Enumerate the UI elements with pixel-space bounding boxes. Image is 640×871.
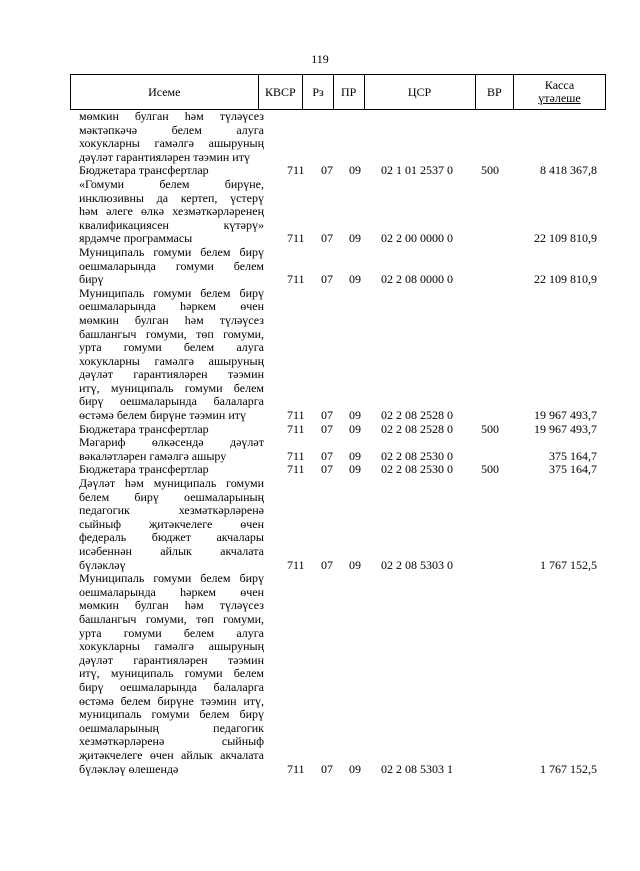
row-name-line: итү, муниципаль гомуми белем: [79, 380, 264, 395]
row-name-line: мөмкин булган һәм түләүсез: [79, 312, 264, 327]
row-pr: 09: [349, 761, 361, 776]
row-name-line: мөмкин булган һәм түләүсез: [79, 598, 264, 613]
row-name-line: ярдәмче программасы: [79, 231, 193, 246]
row-kassa: 375 164,7: [549, 462, 597, 477]
row-csr: 02 2 08 0000 0: [381, 272, 453, 287]
row-name-line: бирү: [79, 272, 104, 287]
table-row: [79, 423, 609, 437]
row-rz: 07: [321, 272, 333, 287]
header-csr: ЦСР: [364, 75, 475, 110]
row-pr: 09: [349, 163, 361, 178]
row-name-line: Мәгариф өлкәсендә дәүләт: [79, 435, 264, 450]
row-rz: 07: [321, 163, 333, 178]
row-name: [79, 572, 264, 776]
row-name-line: муниципаль гомуми белем бирү: [79, 707, 264, 722]
table-row: [79, 110, 609, 164]
row-name-line: хокукларны гамәлгә ашыруның: [79, 639, 264, 654]
row-name-line: Муниципаль гомуми белем бирү: [79, 571, 264, 586]
row-kvsr: 711: [287, 408, 305, 423]
row-name: [79, 463, 264, 477]
row-name-line: мөмкин булган һәм түләүсез: [79, 109, 264, 123]
row-name-line: сыйныф җитәкчелеге өчен: [79, 516, 264, 531]
row-csr: 02 2 08 2528 0: [381, 421, 453, 436]
row-vr: 500: [481, 421, 499, 436]
row-name-line: Бюджетара трансфертлар: [79, 462, 209, 477]
row-name-line: белем бирү оешмаларының: [79, 489, 264, 504]
table-row: [79, 164, 609, 178]
row-kvsr: 711: [287, 448, 305, 463]
row-kassa: 22 109 810,9: [534, 272, 597, 287]
row-name-line: исәбеннән айлык акчалата: [79, 544, 264, 558]
row-name-line: һәм әлеге өлкә хезмәткәрләренең: [79, 204, 264, 219]
row-rz: 07: [321, 408, 333, 423]
row-rz: 07: [321, 421, 333, 436]
row-name-line: итү, муниципаль гомуми белем: [79, 666, 264, 681]
row-name-line: «Гомуми белем бирүне,: [79, 176, 264, 191]
header-kassa-line2: үтәлеше: [538, 91, 581, 105]
header-kassa: [514, 75, 606, 110]
row-name-line: Дәүләт һәм муниципаль гомуми: [79, 476, 264, 491]
table-row: [79, 572, 609, 776]
table-row: [79, 477, 609, 572]
row-csr: 02 1 01 2537 0: [381, 163, 453, 178]
page-number: 119: [311, 52, 329, 66]
row-name-line: мәктәпкәчә белем алуга: [79, 122, 264, 137]
row-name: [79, 423, 264, 437]
row-kvsr: 711: [287, 557, 305, 572]
row-name: [79, 436, 264, 463]
row-csr: 02 2 08 2530 0: [381, 448, 453, 463]
row-name-line: Муниципаль гомуми белем бирү: [79, 244, 264, 259]
header-kvsr: КВСР: [258, 75, 303, 110]
row-csr: 02 2 08 2528 0: [381, 408, 453, 423]
row-kassa: 22 109 810,9: [534, 231, 597, 246]
table-row: [79, 287, 609, 423]
row-kvsr: 711: [287, 462, 305, 477]
row-rz: 07: [321, 761, 333, 776]
header-kassa-line1: Касса: [544, 78, 575, 92]
row-pr: 09: [349, 557, 361, 572]
row-csr: 02 2 00 0000 0: [381, 231, 453, 246]
row-name: [79, 246, 264, 287]
row-csr: 02 2 08 5303 1: [381, 761, 453, 776]
row-name-line: оешмаларының педагогик: [79, 720, 264, 735]
row-name-line: бирү оешмаларында балаларга: [79, 394, 264, 409]
row-rz: 07: [321, 462, 333, 477]
table-body: [79, 110, 609, 776]
row-name-line: башлангыч гомуми, төп гомуми,: [79, 611, 264, 626]
row-name-line: бирү оешмаларында балаларга: [79, 679, 264, 694]
row-name-line: бүләкләү: [79, 557, 126, 572]
row-name-line: Бюджетара трансфертлар: [79, 421, 209, 436]
header-vr: ВР: [475, 75, 513, 110]
row-name-line: инклюзивны да кертеп, үстерү: [79, 190, 264, 205]
row-name-line: дәүләт гарантияләрен тәэмин: [79, 652, 264, 667]
row-name: [79, 287, 264, 423]
row-pr: 09: [349, 408, 361, 423]
table-header: [70, 74, 606, 110]
row-name-line: урта гомуми белем алуга: [79, 625, 264, 640]
row-name-line: башлангыч гомуми, төп гомуми,: [79, 326, 264, 341]
row-name-line: дәүләт гарантияләрен тәэмин итү: [79, 149, 250, 164]
row-kassa: 1 767 152,5: [540, 557, 597, 572]
table-row: [79, 463, 609, 477]
row-name-line: педагогик хезмәткәрләренә: [79, 503, 264, 518]
row-pr: 09: [349, 421, 361, 436]
row-name: [79, 110, 264, 164]
row-name: [79, 164, 264, 178]
row-name-line: вәкаләтләрен гамәлгә ашыру: [79, 448, 227, 463]
row-pr: 09: [349, 448, 361, 463]
row-kvsr: 711: [287, 421, 305, 436]
row-name-line: бүләкләү өлешендә: [79, 761, 179, 776]
row-pr: 09: [349, 231, 361, 246]
row-kassa: 1 767 152,5: [540, 761, 597, 776]
row-rz: 07: [321, 557, 333, 572]
row-name-line: квалификациясен күтәрү»: [79, 217, 264, 232]
row-kassa: 375 164,7: [549, 448, 597, 463]
row-name-line: хокукларны гамәлгә ашыруның: [79, 136, 264, 151]
row-csr: 02 2 08 5303 0: [381, 557, 453, 572]
row-name-line: оешмаларында һәркем өчен: [79, 299, 264, 314]
row-kvsr: 711: [287, 163, 305, 178]
row-name: [79, 477, 264, 572]
row-kvsr: 711: [287, 272, 305, 287]
row-name-line: өстәмә белем бирүне тәэмин итү,: [79, 693, 264, 708]
row-kvsr: 711: [287, 761, 305, 776]
row-pr: 09: [349, 272, 361, 287]
row-kassa: 8 418 367,8: [540, 163, 597, 178]
header-rz: Рз: [303, 75, 334, 110]
row-name-line: хокукларны гамәлгә ашыруның: [79, 353, 264, 368]
row-vr: 500: [481, 462, 499, 477]
row-name-line: өстәмә белем бирүне тәэмин итү: [79, 408, 246, 423]
row-rz: 07: [321, 448, 333, 463]
row-name-line: дәүләт гарантияләрен тәэмин: [79, 367, 264, 382]
table-row: [79, 436, 609, 463]
row-name-line: урта гомуми белем алуга: [79, 340, 264, 355]
row-csr: 02 2 08 2530 0: [381, 462, 453, 477]
header-pr: ПР: [333, 75, 364, 110]
row-name-line: Муниципаль гомуми белем бирү: [79, 285, 264, 300]
row-name-line: оешмаларында һәркем өчен: [79, 584, 264, 599]
row-name-line: Бюджетара трансфертлар: [79, 163, 209, 178]
row-kvsr: 711: [287, 231, 305, 246]
row-rz: 07: [321, 231, 333, 246]
table-row: [79, 246, 609, 287]
row-name-line: хезмәткәрләренә сыйныф: [79, 734, 264, 749]
row-name: [79, 178, 264, 246]
row-name-line: җитәкчелеге өчен айлык акчалата: [79, 747, 264, 762]
row-name-line: федераль бюджет акчалары: [79, 530, 264, 545]
row-pr: 09: [349, 462, 361, 477]
header-name: Исеме: [71, 75, 259, 110]
row-name-line: оешмаларында гомуми белем: [79, 258, 264, 273]
table-row: [79, 178, 609, 246]
row-vr: 500: [481, 163, 499, 178]
row-kassa: 19 967 493,7: [534, 408, 597, 423]
row-kassa: 19 967 493,7: [534, 421, 597, 436]
